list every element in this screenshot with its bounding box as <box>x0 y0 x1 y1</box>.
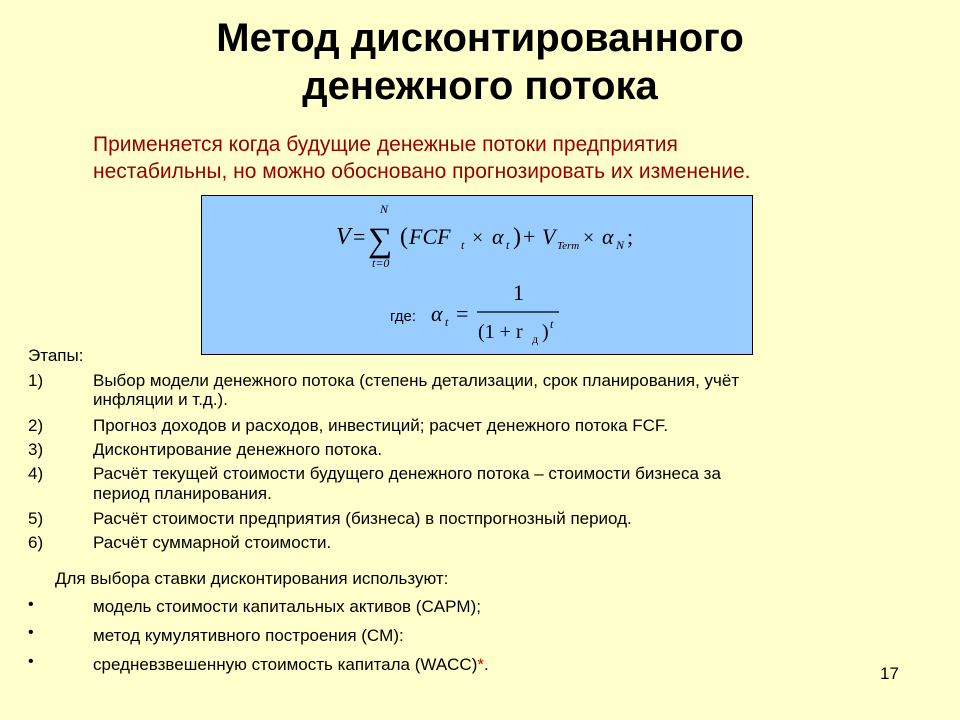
discount-rate-intro: Для выбора ставки дисконтирования используют: <box>55 569 449 588</box>
formula-box <box>201 195 753 355</box>
sum-upper-limit: N <box>380 202 389 216</box>
formula-where-label: где: <box>390 308 417 325</box>
formula-alpha-n-sub: N <box>616 238 625 252</box>
formula-times-2: × <box>583 227 595 249</box>
step-text: Расчёт суммарной стоимости. <box>93 533 332 552</box>
formula-open-paren: ( <box>400 224 408 250</box>
step-number: 6) <box>28 533 44 552</box>
step-text: Расчёт текущей стоимости будущего денежного потока – стоимости бизнеса за <box>93 464 721 483</box>
discount-denominator: (1 + r <box>478 321 523 343</box>
formula-fcf-sub: t <box>461 238 465 252</box>
sum-sign: ∑ <box>368 222 393 259</box>
formula-alpha: α <box>492 224 504 249</box>
formula-svg <box>202 196 752 354</box>
bullet-glyph: • <box>28 624 34 641</box>
step-text: Прогноз доходов и расходов, инвестиций; расчет денежного потока FCF. <box>93 416 669 435</box>
rate-method-item: метод кумулятивного построения (CM): <box>93 626 404 645</box>
discount-equals: = <box>456 301 469 326</box>
step-number: 2) <box>28 416 44 435</box>
discount-alpha: α <box>431 301 443 326</box>
formula-plus: + <box>523 224 536 249</box>
step-text: период планирования. <box>93 484 272 503</box>
formula-alpha-n: α <box>602 224 614 249</box>
stages-label: Этапы: <box>28 346 84 365</box>
bullet-glyph: • <box>28 596 34 613</box>
page-number: 17 <box>880 664 899 683</box>
step-number: 5) <box>28 509 44 528</box>
step-text: Выбор модели денежного потока (степень детализации, срок планирования, учёт <box>93 371 740 390</box>
sum-lower-limit: t=0 <box>372 256 390 270</box>
rate-method-item-wacc <box>93 655 489 675</box>
formula-vterm: V <box>542 224 556 249</box>
formula-equals: = <box>353 224 366 249</box>
rate-method-item-text: средневзвешенную стоимость капитала (WACC) <box>93 655 478 674</box>
step-number: 1) <box>28 371 44 390</box>
formula-fcf: FCF <box>409 224 451 249</box>
formula-vterm-sub: Term <box>557 240 580 252</box>
rate-method-item: модель стоимости капитальных активов (CAPM); <box>93 597 481 616</box>
footnote-asterisk: * <box>477 655 484 674</box>
formula-semicolon: ; <box>627 224 634 249</box>
method-description-line-2: нестабильны, но можно обосновано прогнозировать их изменение. <box>93 160 751 183</box>
bullet-glyph: • <box>28 653 34 670</box>
discount-denominator-exp: t <box>550 317 554 331</box>
discount-denominator-close: ) <box>542 321 549 343</box>
method-description <box>93 131 953 185</box>
formula-lhs: V <box>336 224 351 250</box>
step-number: 3) <box>28 440 44 459</box>
method-description-line-1: Применяется когда будущие денежные потоки предприятия <box>93 133 678 156</box>
slide-title-line-2: денежного потока <box>302 64 658 108</box>
discount-alpha-sub: t <box>445 315 449 329</box>
step-text: инфляции и т.д.). <box>93 390 228 409</box>
discount-numerator: 1 <box>513 280 524 305</box>
step-text: Расчёт стоимости предприятия (бизнеса) в постпрогнозный период. <box>93 509 632 528</box>
formula-times-1: × <box>472 227 484 249</box>
rate-method-item-tail: . <box>484 655 489 674</box>
slide-title <box>0 14 960 110</box>
discount-denominator-sub: д <box>532 332 539 346</box>
step-number: 4) <box>28 464 44 483</box>
slide-title-line-1: Метод дисконтированного <box>216 16 744 60</box>
formula-close-paren: ) <box>513 224 521 250</box>
step-text: Дисконтирование денежного потока. <box>93 440 383 459</box>
formula-alpha-sub: t <box>506 238 510 252</box>
